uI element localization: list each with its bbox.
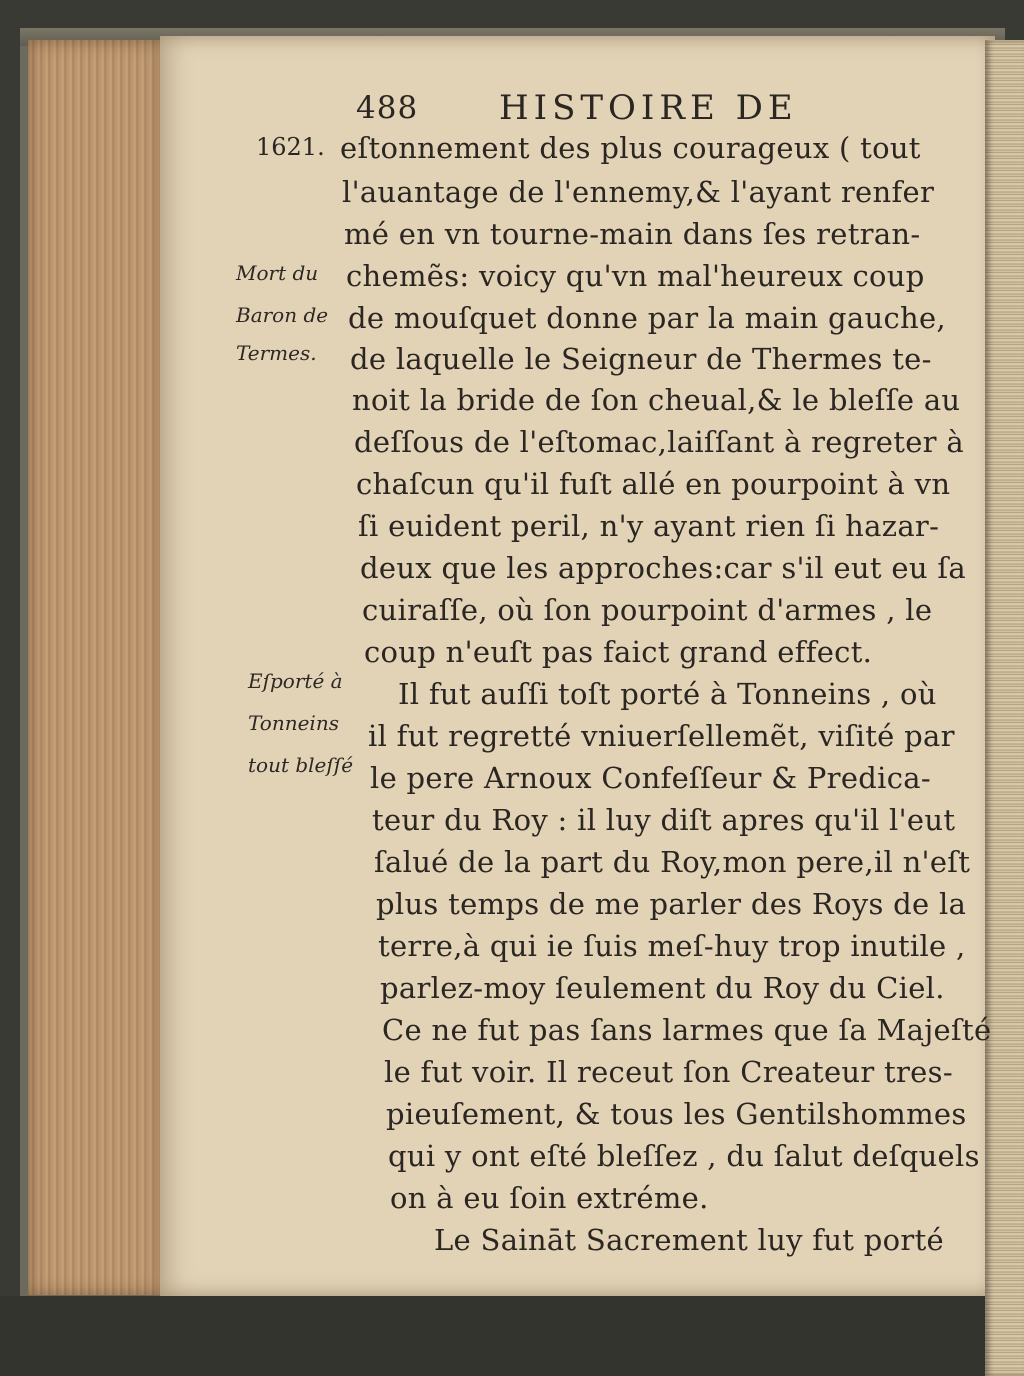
text-line: le pere Arnoux Confeſſeur & Predica- [370,761,931,795]
text-line: Ce ne fut pas ſans larmes que ſa Majeſté [382,1013,992,1047]
page-number: 488 [356,90,419,126]
text-line: noit la bride de ſon cheual,& le bleſſe au [352,383,961,417]
text-line: Il fut auſſi toſt porté à Tonneins , où [398,677,937,711]
text-line: il fut regretté vniuerſellemẽt, viſité par [368,719,955,753]
year-note: 1621. [256,133,325,161]
text-line: le fut voir. Il receut ſon Createur tres- [384,1055,953,1089]
text-line: deſſous de l'eſtomac,laiſſant à regreter à [354,425,964,459]
text-line: teur du Roy : il luy diſt apres qu'il l'eut [372,803,956,837]
text-line: l'auantage de l'ennemy,& l'ayant renfer [342,175,935,209]
text-line: terre,à qui ie ſuis meſ-huy trop inutile , [378,929,966,963]
book-right-edge [985,40,1024,1376]
running-title: HISTOIRE DE [499,88,798,128]
text-line: de laquelle le Seigneur de Thermes te- [350,342,932,376]
text-line: parlez-moy ſeulement du Roy du Ciel. [380,971,945,1005]
text-line: qui y ont eſté bleſſez , du ſalut deſquels [388,1139,980,1173]
text-line: mé en vn tourne-main dans ſes retran- [344,217,921,251]
margin-note-line: Termes. [236,341,317,365]
text-line: eſtonnement des plus courageux ( tout [340,131,921,165]
text-line: ſi euident peril, n'y ayant rien ſi hazar- [358,509,940,543]
margin-note-line: Tonneins [248,711,339,735]
text-line: plus temps de me parler des Roys de la [376,887,967,921]
margin-note-line: Baron de [236,303,329,327]
margin-note-line: Mort du [236,261,319,285]
text-line: on à eu ſoin extréme. [390,1181,709,1215]
text-line: Le Saināt Sacrement luy fut porté [434,1223,944,1257]
text-line: deux que les approches:car s'il eut eu ſa [360,551,966,585]
text-line: coup n'euſt pas faict grand effect. [364,635,873,669]
text-line: pieuſement, & tous les Gentilshommes [386,1097,967,1131]
text-line: cuiraſſe, où ſon pourpoint d'armes , le [362,593,933,627]
text-line: de mouſquet donne par la main gauche, [348,301,946,335]
margin-note-line: tout bleſſé [248,753,354,777]
text-line: ſalué de la part du Roy,mon pere,il n'eſt [374,845,971,879]
text-line: chaſcun qu'il fuſt allé en pourpoint à vn [356,467,951,501]
text-line: chemẽs: voicy qu'vn mal'heureux coup [346,259,925,293]
margin-note-line: Eſporté à [248,669,343,693]
dark-background-bottom [0,1296,985,1376]
page-block-edge [28,40,165,1295]
